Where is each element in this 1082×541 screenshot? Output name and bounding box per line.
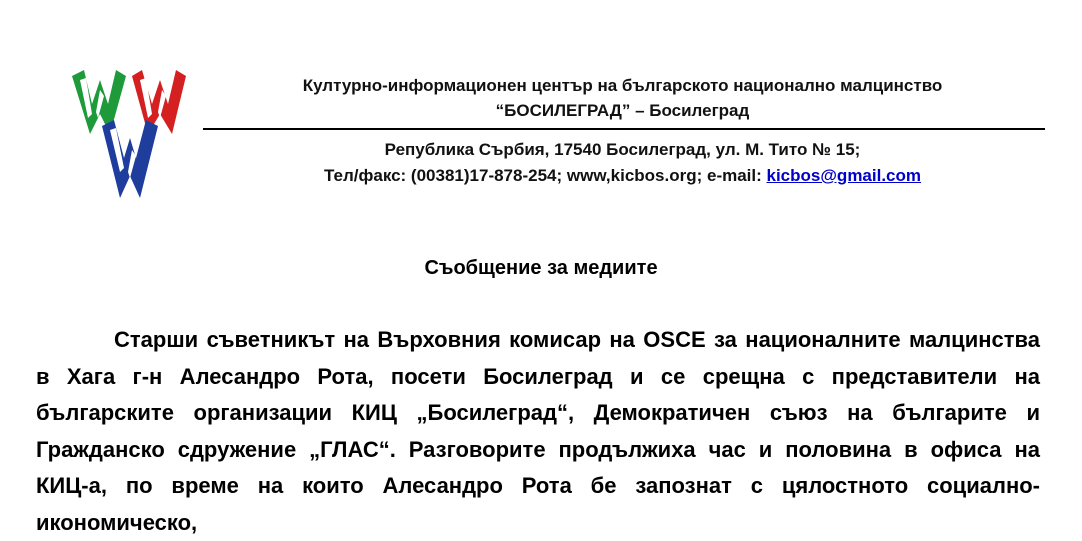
contact-line	[200, 164, 1045, 188]
address-line: Република Сърбия, 17540 Босилеград, ул. М. Тито № 15;	[384, 140, 861, 159]
paragraph-text: Старши съветникът на Върховния комисар на OSCE за националните малцинства в Хага г-н Алесандро Рота, посети Босилеград и се срещна с представители на българските организации КИЦ „Босилеград“, Демократичен съюз на българите и Гражданско сдружение „ГЛАС“. Разговорите продължиха час и половина в офиса на КИЦ-а, по време на които Алесандро Рота бе запознат с цялостното социално-икономическо,	[36, 327, 1040, 535]
header-divider	[203, 128, 1045, 130]
notice-paragraph	[36, 322, 1040, 541]
org-name-line1: Културно-информационен център на българското национално малцинство	[302, 76, 943, 95]
kic-logo	[70, 66, 188, 200]
contact-details: Тел/факс: (00381)17-878-254; www,kicbos.org; e-mail:	[323, 166, 767, 185]
notice-title: Съобщение за медиите	[424, 257, 658, 279]
org-name-line2: “БОСИЛЕГРАД” – Босилеград	[495, 101, 750, 120]
logo-red-shape	[132, 70, 186, 134]
email-link[interactable]: kicbos@gmail.com	[766, 166, 922, 185]
logo-blue-shape	[102, 120, 158, 198]
